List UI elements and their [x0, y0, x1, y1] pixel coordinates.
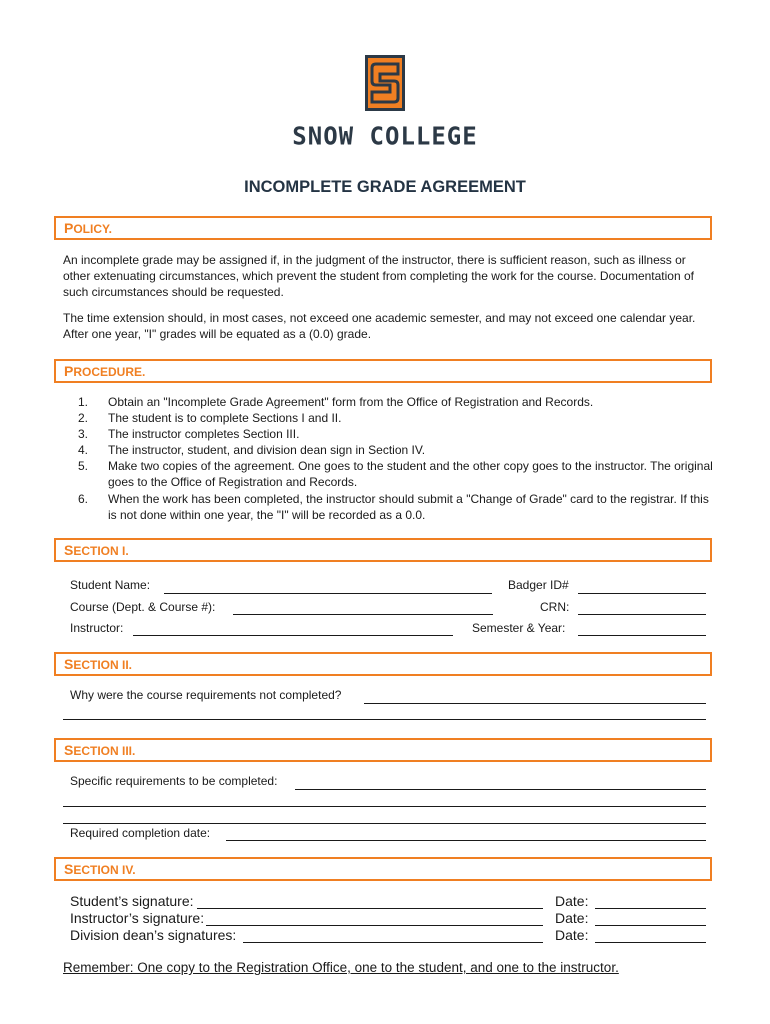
procedure-steps	[78, 394, 718, 523]
college-name: SNOW COLLEGE	[292, 121, 478, 151]
requirements-field-line-2[interactable]	[63, 806, 706, 807]
policy-paragraph-1: An incomplete grade may be assigned if, in the judgment of the instructor, there is sufficient reason, such as illness or other extenuating circumstances, which prevent the student from completing the work for the course. Documentation of such circumstances should be requested.	[63, 253, 694, 300]
completion-date-label: Required completion date:	[70, 826, 211, 840]
step-text: Make two copies of the agreement. One goes to the student and the other copy goes to the instructor. The original goes to the Office of Registration and Records.	[108, 459, 713, 490]
policy-header	[54, 216, 712, 240]
step-number: 5.	[78, 459, 89, 474]
instructor-signature-label: Instructor’s signature:	[70, 910, 205, 926]
dean-signature-field[interactable]	[243, 942, 543, 943]
procedure-step	[78, 426, 718, 442]
instructor-date-field[interactable]	[595, 925, 706, 926]
instructor-signature-field[interactable]	[206, 925, 543, 926]
section-2-header-text: ECTION II.	[73, 658, 133, 672]
badger-id-label: Badger ID#	[508, 578, 569, 592]
student-signature-field[interactable]	[197, 908, 543, 909]
procedure-header-text: ROCEDURE.	[73, 365, 146, 379]
section-1-header	[54, 538, 712, 562]
section-1-header-initial: S	[64, 542, 74, 558]
badger-id-field[interactable]	[578, 593, 706, 594]
crn-label: CRN:	[540, 600, 570, 614]
procedure-header	[54, 359, 712, 383]
procedure-step	[78, 491, 718, 523]
student-name-label: Student Name:	[70, 578, 151, 592]
requirements-label: Specific requirements to be completed:	[70, 774, 278, 788]
student-date-label: Date:	[555, 893, 589, 909]
completion-date-field[interactable]	[226, 840, 706, 841]
section-3-header-text: ECTION III.	[73, 744, 136, 758]
page-title: INCOMPLETE GRADE AGREEMENT	[244, 178, 526, 196]
dean-signature-label: Division dean’s signatures:	[70, 927, 237, 943]
procedure-header-initial: P	[64, 363, 74, 379]
dean-date-label: Date:	[555, 927, 589, 943]
section-1-header-text: ECTION I.	[73, 544, 129, 558]
step-text: Obtain an "Incomplete Grade Agreement" form from the Office of Registration and Records.	[108, 395, 594, 409]
step-number: 4.	[78, 443, 89, 458]
procedure-step	[78, 458, 718, 490]
policy-paragraph-2: The time extension should, in most cases, not exceed one academic semester, and may not exceed one calendar year. After one year, "I" grades will be equated as a (0.0) grade.	[63, 311, 696, 342]
semester-year-field[interactable]	[578, 635, 706, 636]
section-4-header	[54, 857, 712, 881]
reason-field[interactable]	[364, 703, 706, 704]
section-3-header	[54, 738, 712, 762]
crn-field[interactable]	[578, 614, 706, 615]
college-logo	[0, 55, 770, 111]
instructor-label: Instructor:	[70, 621, 124, 635]
step-text: The student is to complete Sections I and II.	[108, 411, 342, 426]
instructor-date-label: Date:	[555, 910, 589, 926]
student-date-field[interactable]	[595, 908, 706, 909]
procedure-step	[78, 394, 718, 410]
reason-label: Why were the course requirements not completed?	[70, 688, 342, 702]
step-text: The instructor, student, and division dean sign in Section IV.	[108, 443, 426, 458]
step-number: 6.	[78, 491, 89, 506]
procedure-step	[78, 442, 718, 458]
student-name-field[interactable]	[164, 593, 492, 594]
course-label: Course (Dept. & Course #):	[70, 600, 216, 614]
step-number: 3.	[78, 427, 89, 442]
dean-date-field[interactable]	[595, 942, 706, 943]
reminder-note: Remember: One copy to the Registration Office, one to the student, and one to the instructor.	[63, 960, 619, 975]
course-field[interactable]	[233, 614, 493, 615]
section-2-header-initial: S	[64, 656, 74, 672]
reason-field-continued[interactable]	[63, 719, 706, 720]
section-2-header	[54, 652, 712, 676]
requirements-field[interactable]	[295, 789, 706, 790]
snow-college-s-logo-icon	[365, 55, 405, 111]
instructor-field[interactable]	[133, 635, 453, 636]
step-text: When the work has been completed, the instructor should submit a "Change of Grade" card to the registrar. If this is not done within one year, the "I" will be recorded as a 0.0.	[108, 491, 709, 522]
step-text: The instructor completes Section III.	[108, 427, 300, 442]
section-4-header-text: ECTION IV.	[73, 863, 136, 877]
policy-header-text: OLICY.	[73, 222, 113, 236]
step-number: 1.	[78, 395, 89, 409]
procedure-step	[78, 410, 718, 426]
semester-year-label: Semester & Year:	[472, 621, 566, 635]
student-signature-label: Student’s signature:	[70, 893, 194, 909]
policy-header-initial: P	[64, 220, 74, 236]
step-number: 2.	[78, 411, 89, 426]
section-3-header-initial: S	[64, 742, 74, 758]
section-4-header-initial: S	[64, 861, 74, 877]
requirements-field-line-3[interactable]	[63, 823, 706, 824]
